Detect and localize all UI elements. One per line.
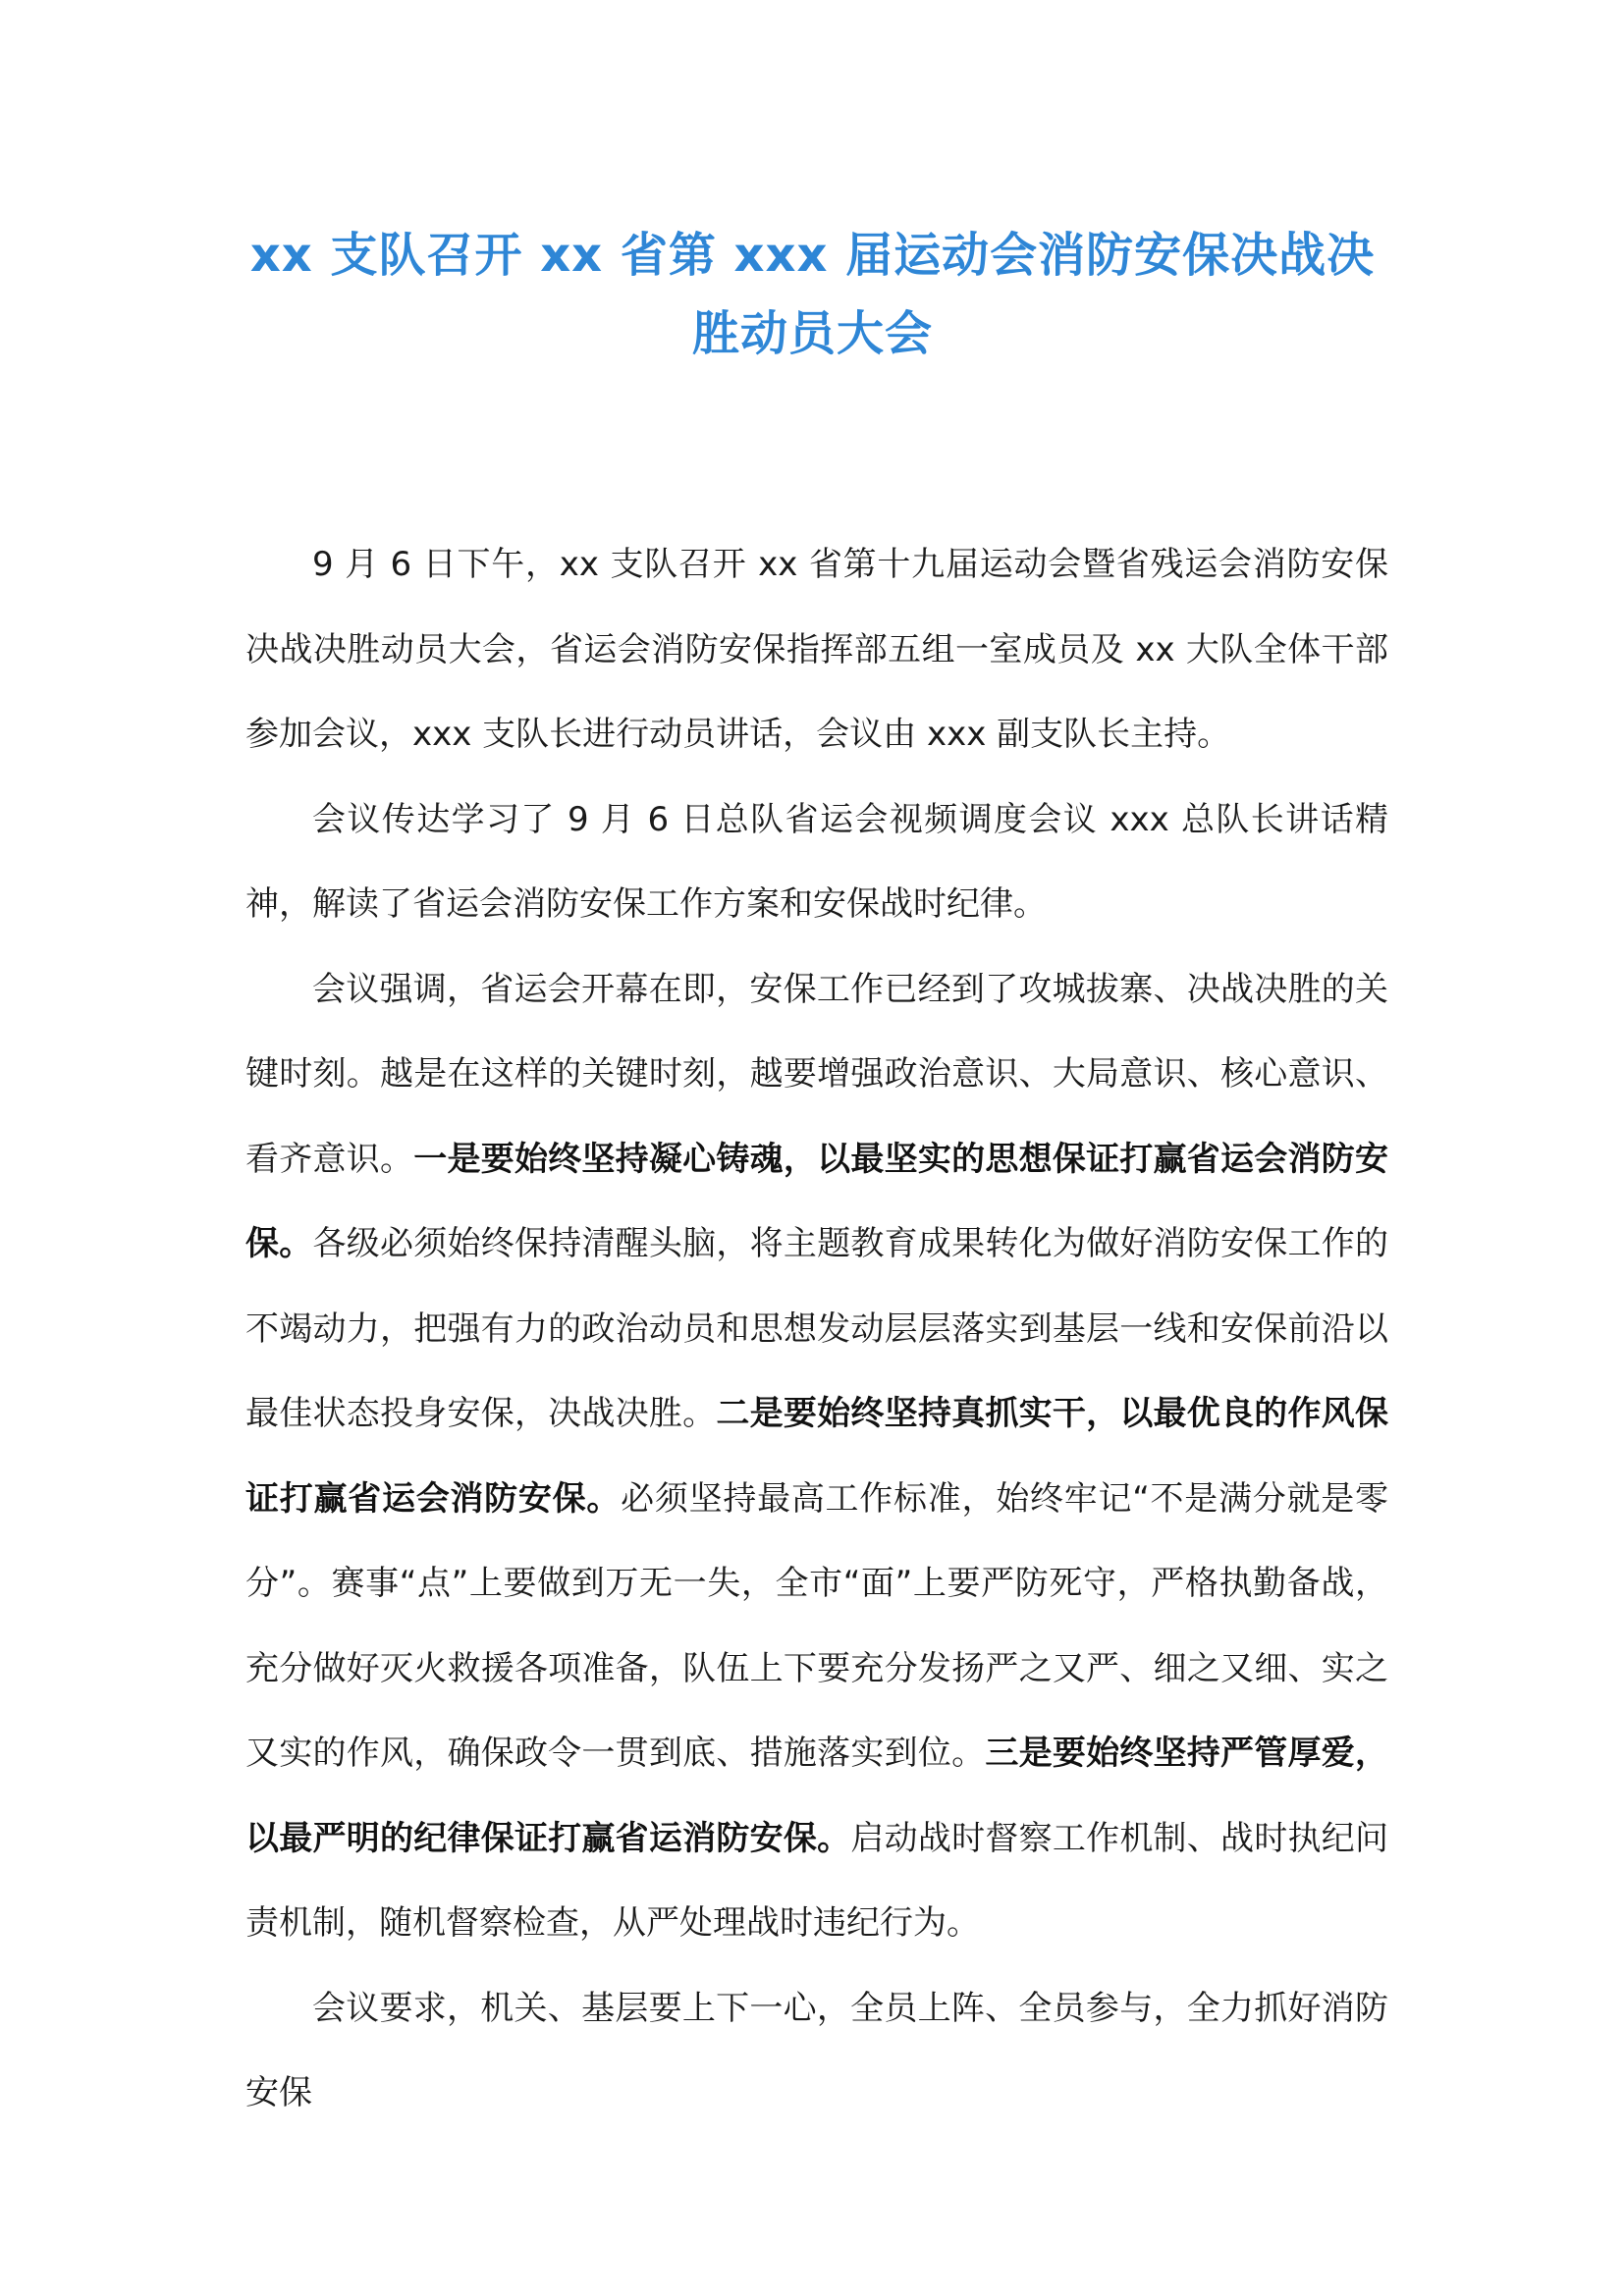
paragraph-2 bbox=[245, 777, 1388, 947]
paragraph-2-text: 会议传达学习了 9 月 6 日总队省运会视频调度会议 xxx 总队长讲话精神，解读了省运会消防安保工作方案和安保战时纪律。 bbox=[245, 799, 1388, 924]
document-title: xx 支队召开 xx 省第 xxx 届运动会消防安保决战决胜动员大会 bbox=[249, 228, 1376, 361]
paragraph-3 bbox=[245, 947, 1388, 1966]
point-one-heading: 一是要始终坚持凝心铸魂，以最坚实的思想保证打赢省运会消防安保。 bbox=[245, 1139, 1389, 1263]
document-body bbox=[245, 522, 1388, 2136]
point-one-text: 各级必须始终保持清醒头脑，将主题教育成果转化为做好消防安保工作的不竭动力，把强有力的政治动员和思想发动层层落实到基层一线和安保前沿以最佳状态投身安保，决战决胜。 bbox=[245, 1224, 1389, 1433]
paragraph-4 bbox=[245, 1966, 1388, 2136]
paragraph-1-text: 9 月 6 日下午，xx 支队召开 xx 省第十九届运动会暨省残运会消防安保决战决胜动员大会，省运会消防安保指挥部五组一室成员及 xx 大队全体干部参加会议，xxx 支队长进行动员讲话，会议由 xxx 副支队长主持。 bbox=[245, 545, 1388, 754]
paragraph-3-intro: 会议强调，省运会开幕在即，安保工作已经到了攻城拔寨、决战决胜的关键时刻。越是在这样的关键时刻，越要增强政治意识、大局意识、核心意识、看齐意识。 bbox=[245, 969, 1388, 1179]
point-two-text: 必须坚持最高工作标准，始终牢记“不是满分就是零分”。赛事“点”上要做到万无一失，全市“面”上要严防死守，严格执勤备战，充分做好灭火救援各项准备，队伍上下要充分发扬严之又严、细之又细、实之又实的作风，确保政令一贯到底、措施落实到位。 bbox=[245, 1478, 1388, 1773]
point-two-heading: 二是要始终坚持真抓实干，以最优良的作风保证打赢省运会消防安保。 bbox=[245, 1394, 1389, 1519]
point-three-heading: 三是要始终坚持严管厚爱，以最严明的纪律保证打赢省运消防安保。 bbox=[245, 1734, 1389, 1858]
paragraph-1 bbox=[245, 522, 1388, 777]
point-three-text: 启动战时督察工作机制、战时执纪问责机制，随机督察检查，从严处理战时违纪行为。 bbox=[245, 1818, 1389, 1943]
paragraph-4-text: 会议要求，机关、基层要上下一心，全员上阵、全员参与，全力抓好消防安保 bbox=[245, 1988, 1388, 2112]
